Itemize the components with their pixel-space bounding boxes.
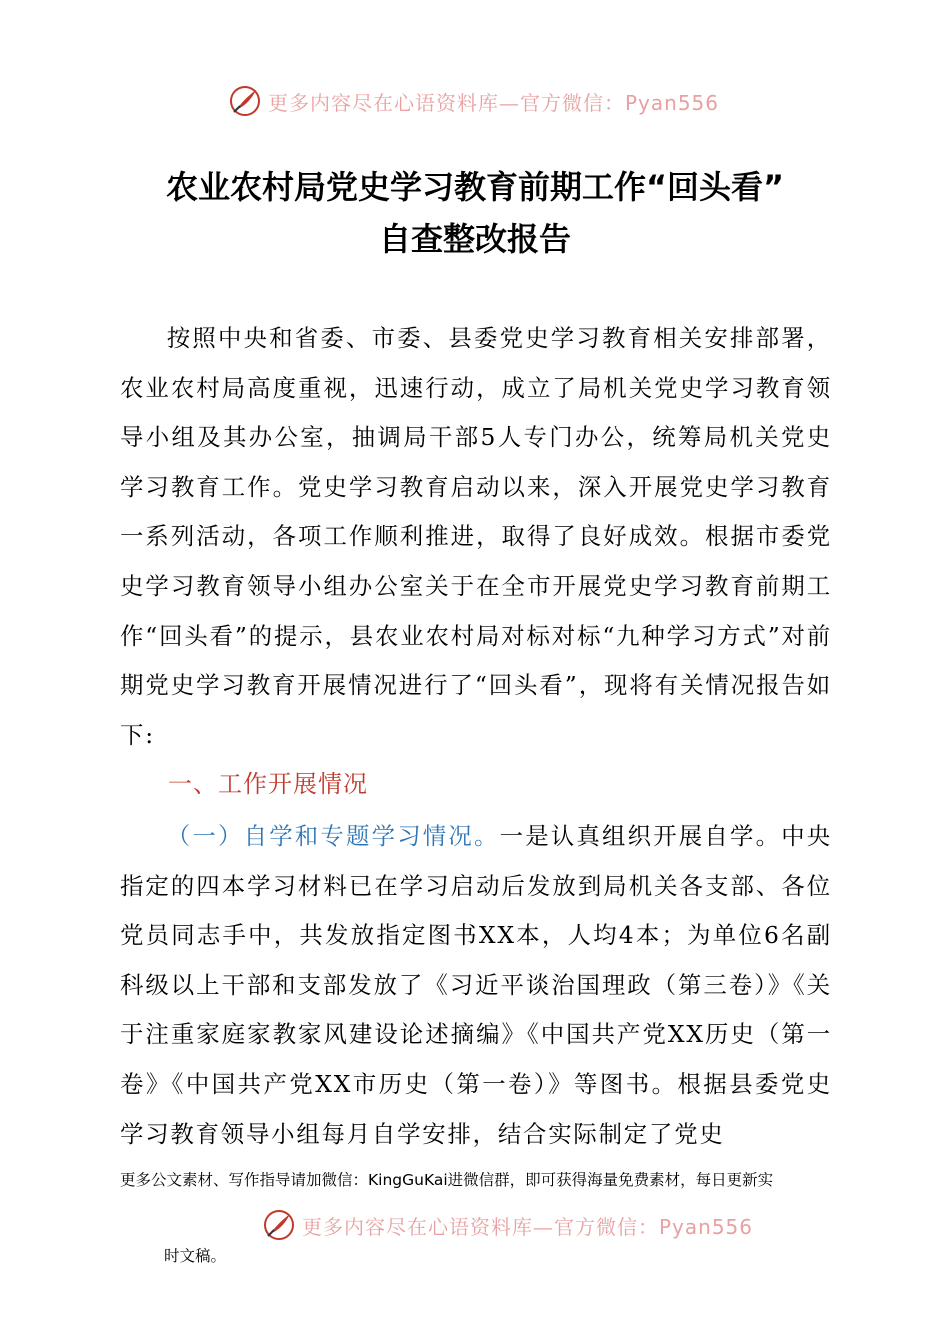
footer-note-tail: 时文稿。 [164,1247,227,1265]
intro-paragraph: 按照中央和省委、市委、县委党史学习教育相关安排部署，农业农村局高度重视，迅速行动，成立了局机关党史学习教育领导小组及其办公室，抽调局干部5人专门办公，统筹局机关党史学习教育工作。党史学习教育启动以来，深入开展党史学习教育一系列活动，各项工作顺利推进，取得了良好成效。根据市委党史学习教育领导小组办公室关于在全市开展党史学习教育前期工作“回头看”的提示，县农业农村局对标对标“九种学习方式”对前期党史学习教育开展情况进行了“回头看”，现将有关情况报告如下: [120,324,832,749]
document-title-line-1: 农业农村局党史学习教育前期工作“回头看” [165,168,785,206]
section-heading: 一、工作开展情况 [168,770,368,798]
quill-logo-icon [228,84,262,118]
footer-note: 更多公文素材、写作指导请加微信：KingGuKai进微信群，即可获得海量免费素材，每日更新实 [120,1171,774,1189]
document-title-line-2: 自查整改报告 [378,220,571,258]
quill-logo-icon [262,1208,296,1242]
subsection-paragraph-block [120,812,832,1159]
watermark-banner-top [228,84,728,118]
intro-paragraph-block [120,314,832,760]
watermark-text: 更多内容尽在心语资料库—官方微信：Pyan556 [302,1214,754,1239]
watermark-banner-bottom [262,1208,762,1242]
subsection-paragraph [120,812,832,1159]
subsection-text: 一是认真组织开展自学。中央指定的四本学习材料已在学习启动后发放到局机关各支部、各位党员同志手中，共发放指定图书XX本，人均4本；为单位6名副科级以上干部和支部发放了《习近平谈治国理政（第三卷）》《关于注重家庭家教家风建设论述摘编》《中国共产党XX历史（第一卷》《中国共产党XX市历史（第一卷）》等图书。根据县委党史学习教育领导小组每月自学安排，结合实际制定了党史 [120,822,832,1148]
subsection-label: （一）自学和专题学习情况。 [166,822,500,850]
watermark-text: 更多内容尽在心语资料库—官方微信：Pyan556 [268,90,720,115]
